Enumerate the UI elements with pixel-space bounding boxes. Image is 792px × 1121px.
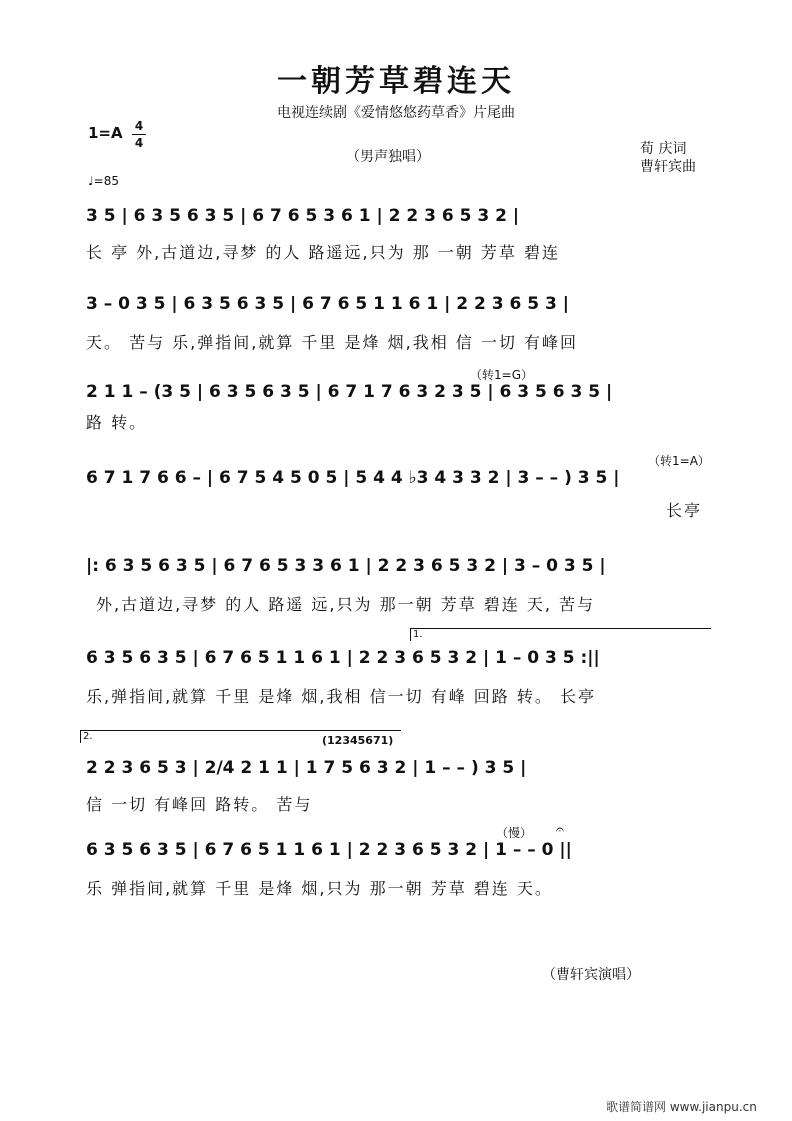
- notation-row-5: |: 6 3 5 6 3 5 | 6 7 6 5 3 3 6 1 | 2 2 3 6 5 3 2 | 3 – 0 3 5 |: [86, 556, 606, 576]
- lyrics-row-8: 乐 弹指间,就算 千里 是烽 烟,只为 那一朝 芳草 碧连 天。: [86, 879, 553, 898]
- site-watermark: 歌谱简谱网 www.jianpu.cn: [606, 1100, 757, 1114]
- lyrics-row-1: 长 亭 外,古道边,寻梦 的人 路遥远,只为 那 一朝 芳草 碧连: [86, 243, 560, 262]
- notation-row-1: 3 5 | 6 3 5 6 3 5 | 6 7 6 5 3 6 1 | 2 2 3 6 5 3 2 |: [86, 206, 520, 226]
- modulation-to-a: （转1=A）: [648, 454, 710, 468]
- slow-marking: （慢）: [496, 826, 533, 840]
- singer-type: （男声独唱）: [346, 149, 430, 165]
- song-title: 一朝芳草碧连天: [277, 64, 515, 99]
- song-subtitle: 电视连续剧《爱情悠悠药草香》片尾曲: [277, 105, 515, 121]
- notation-row-8: 6 3 5 6 3 5 | 6 7 6 5 1 1 6 1 | 2 2 3 6 5 3 2 | 1 – – 0 ||: [86, 840, 572, 860]
- performer-credit: （曹轩宾演唱）: [542, 967, 640, 983]
- lyrics-row-2: 天。 苦与 乐,弹指间,就算 千里 是烽 烟,我相 信 一切 有峰回: [86, 333, 578, 352]
- composer-credit: 曹轩宾曲: [640, 159, 696, 175]
- second-ending-bracket: 2.: [80, 730, 401, 743]
- key-signature: 1=A: [88, 124, 123, 142]
- ornament-run: (12345671): [322, 734, 394, 747]
- time-signature-top: 4: [134, 119, 144, 133]
- fermata-mark: 𝄐: [556, 822, 564, 838]
- notation-row-3: 2 1 1 – (3 5 | 6 3 5 6 3 5 | 6 7 1 7 6 3 2 3 5 | 6 3 5 6 3 5 |: [86, 382, 613, 402]
- notation-row-6: 6 3 5 6 3 5 | 6 7 6 5 1 1 6 1 | 2 2 3 6 5 3 2 | 1 – 0 3 5 :||: [86, 648, 600, 668]
- lyrics-row-5: 外,古道边,寻梦 的人 路遥 远,只为 那一朝 芳草 碧连 天, 苦与: [96, 595, 596, 614]
- lyrics-row-6: 乐,弹指间,就算 千里 是烽 烟,我相 信一切 有峰 回路 转。 长亭: [86, 687, 596, 706]
- modulation-to-g: （转1=G）: [470, 368, 533, 382]
- time-signature: [132, 119, 146, 150]
- notation-row-4: 6 7 1 7 6 6 – | 6 7 5 4 5 0 5 | 5 4 4 ♭3 4 3 3 2 | 3 – – ) 3 5 |: [86, 468, 620, 488]
- tempo-marking: ♩=85: [88, 174, 119, 188]
- lyrics-row-4: 长亭: [666, 501, 703, 520]
- time-signature-bottom: 4: [134, 136, 144, 150]
- notation-row-7: 2 2 3 6 5 3 | 2/4 2 1 1 | 1 7 5 6 3 2 | 1 – – ) 3 5 |: [86, 758, 527, 778]
- notation-row-2: 3 – 0 3 5 | 6 3 5 6 3 5 | 6 7 6 5 1 1 6 1 | 2 2 3 6 5 3 |: [86, 294, 569, 314]
- lyricist-credit: 荀 庆词: [640, 141, 687, 157]
- lyrics-row-7: 信 一切 有峰回 路转。 苦与: [86, 795, 313, 814]
- lyrics-row-3: 路 转。: [86, 413, 148, 432]
- first-ending-bracket: 1.: [410, 628, 711, 641]
